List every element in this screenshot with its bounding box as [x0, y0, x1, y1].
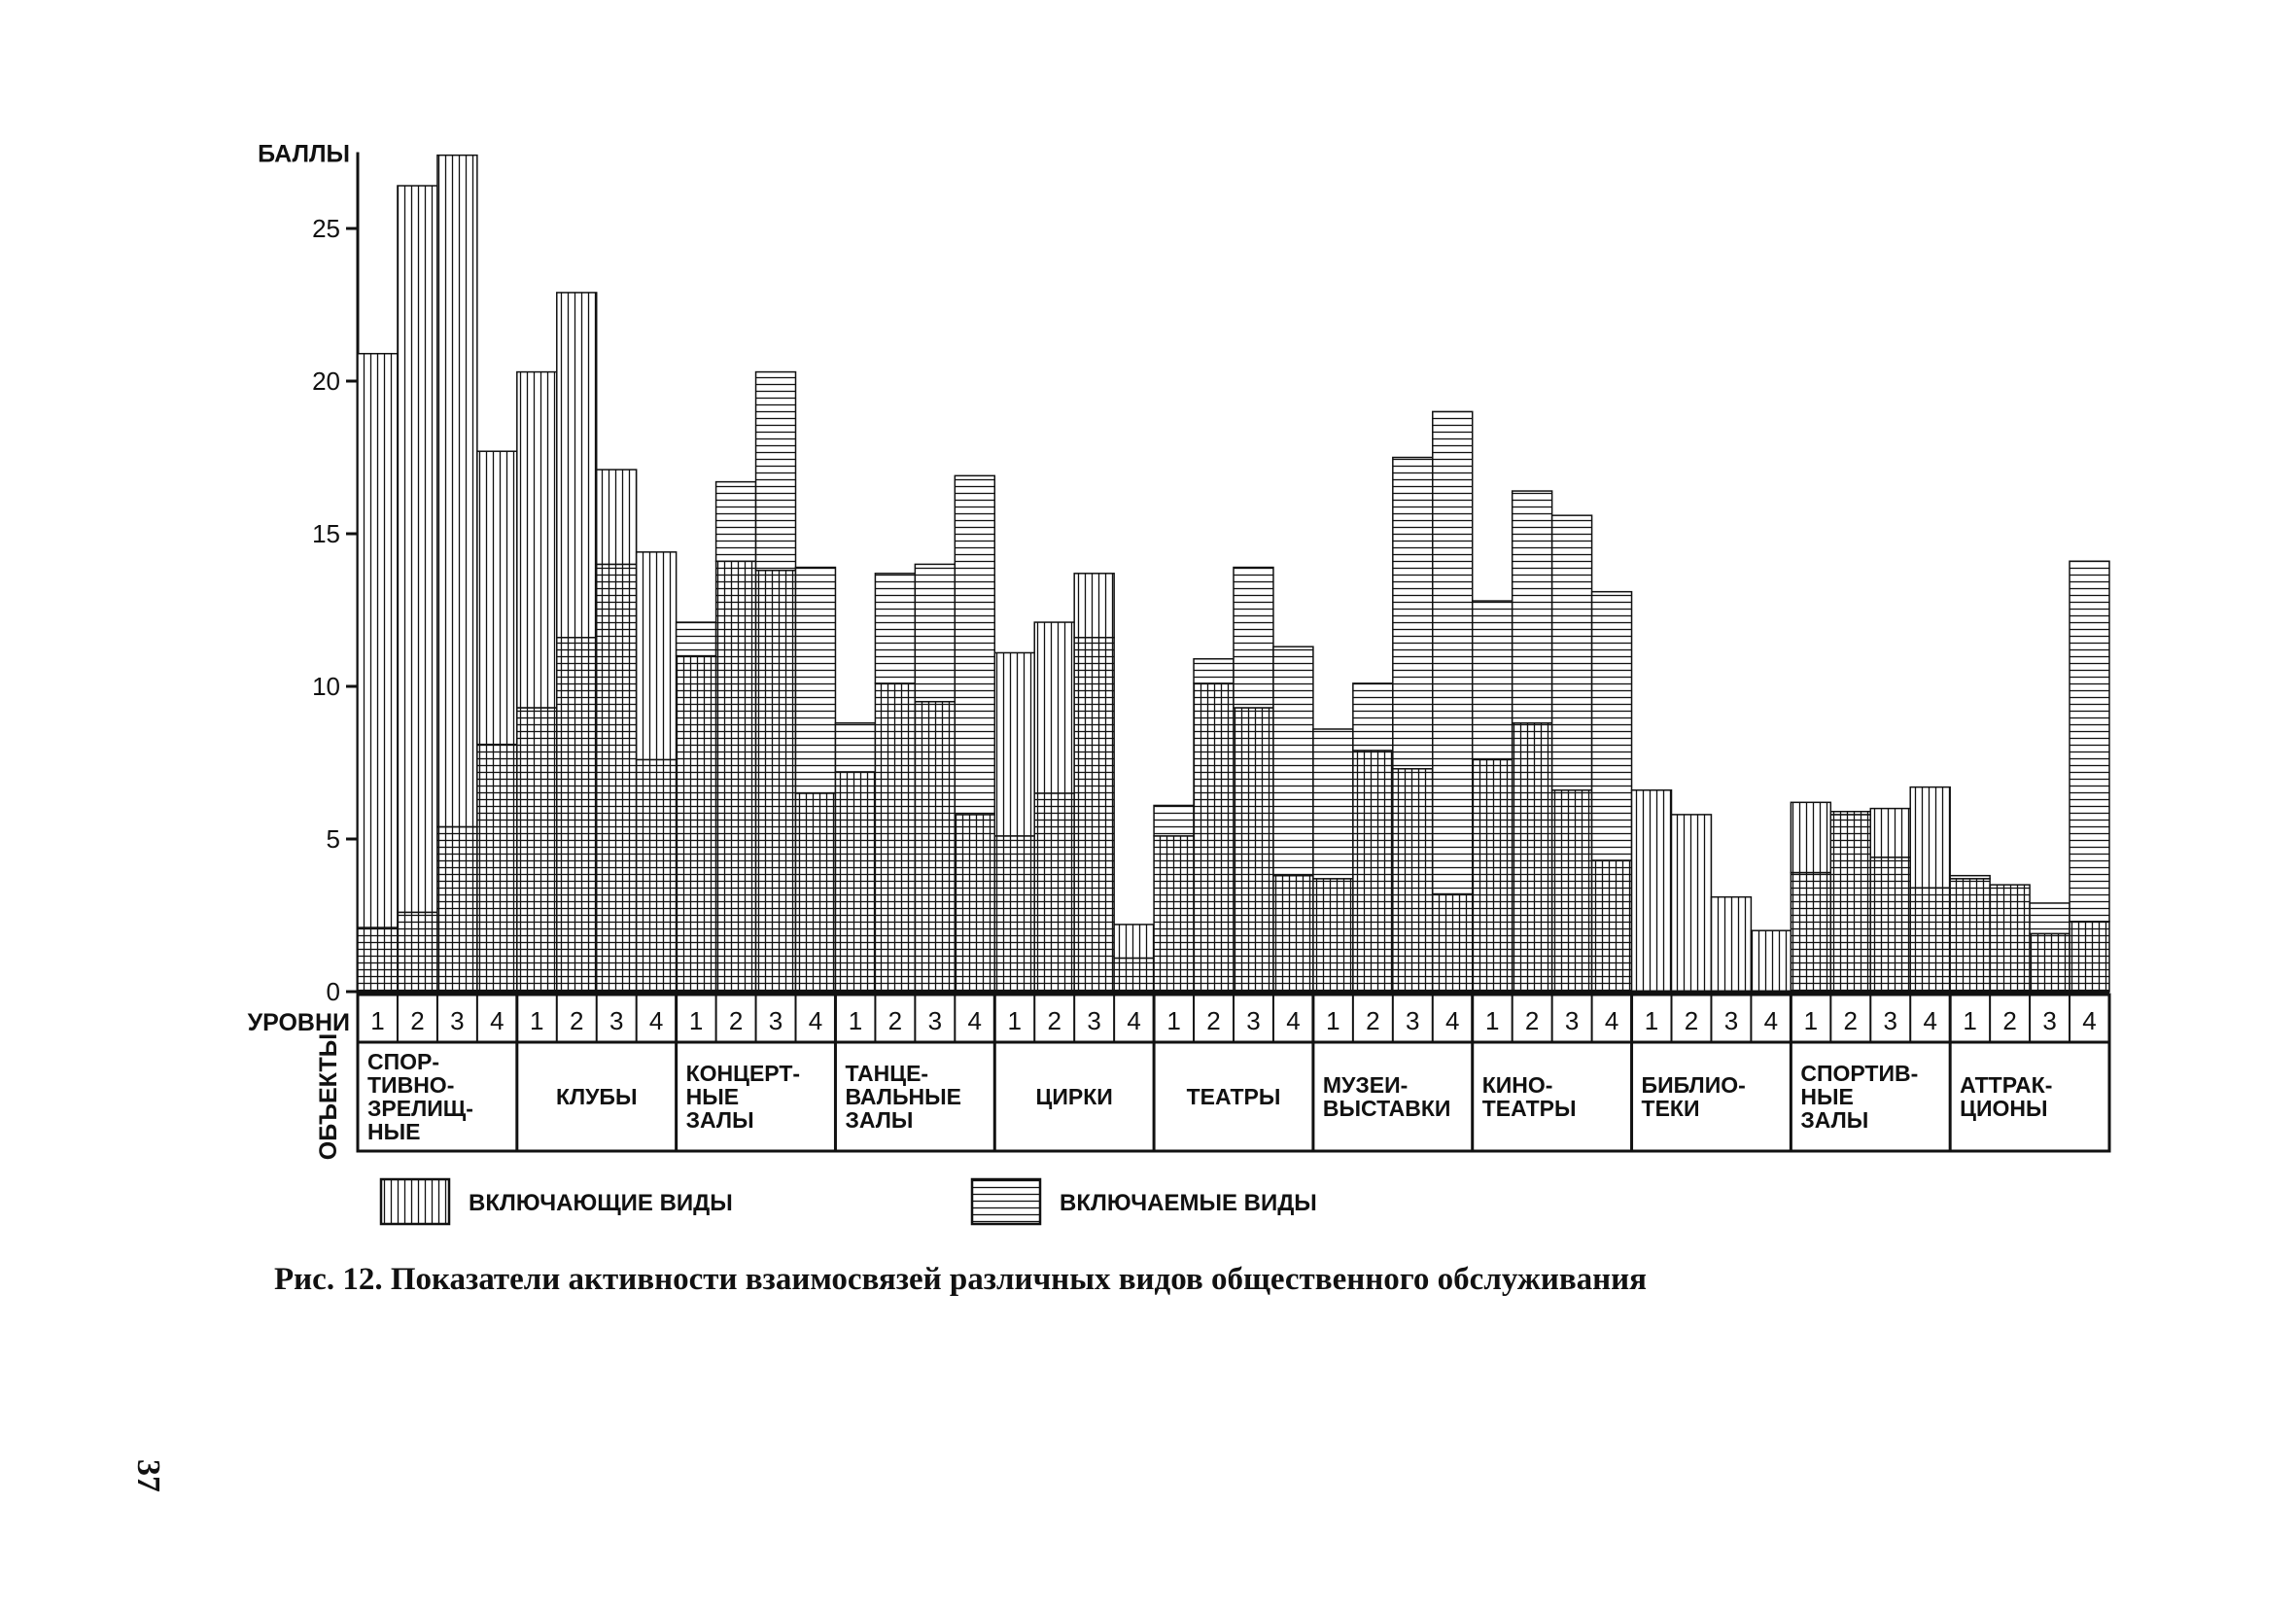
y-tick-label: 10	[312, 672, 340, 701]
bar-segment-upper	[1473, 601, 1513, 759]
bar-segment-upper	[796, 568, 836, 793]
legend	[381, 1179, 1317, 1224]
bar-segment-lower	[1552, 790, 1592, 992]
object-label: БИБЛИО-ТЕКИ	[1641, 1072, 1746, 1121]
bar-segment-upper	[557, 293, 597, 638]
legend-swatch	[972, 1179, 1040, 1224]
bar-segment-upper	[994, 652, 1034, 835]
bar-segment-upper	[1074, 574, 1114, 638]
level-label: 3	[1406, 1006, 1420, 1035]
level-label: 4	[967, 1006, 983, 1035]
bar-segment-lower	[1234, 708, 1273, 992]
level-label: 2	[1843, 1006, 1859, 1035]
bar-segment-upper	[1034, 622, 1074, 793]
object-label: СПОР-ТИВНО-ЗРЕЛИЩ-НЫЕ	[367, 1049, 473, 1144]
bar-segment-upper	[835, 723, 875, 772]
object-label: МУЗЕИ-ВЫСТАВКИ	[1322, 1072, 1451, 1121]
legend-label: ВКЛЮЧАЮЩИЕ ВИДЫ	[469, 1190, 733, 1216]
level-label: 1	[1963, 1006, 1977, 1035]
bar-segment-lower	[1273, 876, 1313, 992]
bar-segment-lower	[716, 561, 756, 992]
bar-segment-lower	[597, 564, 637, 992]
bar-segment-upper	[1950, 876, 1990, 879]
bar-segment-upper	[358, 354, 398, 927]
bar-segment-lower	[1910, 888, 1950, 992]
bar-segment-lower	[358, 927, 398, 992]
bar-segment-lower	[1791, 873, 1830, 992]
bar-segment-lower	[915, 702, 955, 992]
bar-segment-lower	[994, 836, 1034, 992]
level-label: 2	[570, 1006, 584, 1035]
level-label: 3	[1883, 1006, 1897, 1035]
figure-caption: Рис. 12. Показатели активности взаимосвязей различных видов общественного обслуживания	[274, 1262, 1648, 1297]
bar-segment-upper	[1433, 411, 1473, 893]
bar-segment-lower	[1313, 879, 1353, 992]
bar-segment-lower	[1592, 860, 1632, 992]
legend-label: ВКЛЮЧАЕМЫЕ ВИДЫ	[1060, 1190, 1317, 1216]
level-label: 3	[609, 1006, 624, 1035]
level-label: 4	[1445, 1006, 1460, 1035]
level-label: 1	[1803, 1006, 1819, 1035]
level-label: 3	[1723, 1006, 1739, 1035]
level-label: 1	[688, 1006, 704, 1035]
bar-segment-upper	[1751, 930, 1791, 992]
bar-segment-lower	[1154, 836, 1194, 992]
level-label: 2	[1524, 1006, 1540, 1035]
bar-segment-upper	[1672, 815, 1712, 992]
bar-segment-upper	[915, 564, 955, 701]
level-label: 2	[1206, 1006, 1221, 1035]
bar-segment-lower	[1870, 857, 1910, 992]
bar-segment-lower	[1353, 751, 1393, 992]
level-label: 4	[2082, 1006, 2097, 1035]
bar-segment-upper	[1552, 515, 1592, 790]
bar-segment-upper	[756, 372, 796, 571]
level-label: 2	[1366, 1006, 1380, 1035]
object-label: СПОРТИВ-НЫЕ ЗАЛЫ	[1800, 1061, 1919, 1133]
bar-segment-upper	[1791, 802, 1830, 872]
object-label: ЦИРКИ	[1035, 1084, 1113, 1109]
level-label: 4	[648, 1006, 664, 1035]
level-label: 2	[2002, 1006, 2017, 1035]
level-label: 3	[1564, 1006, 1580, 1035]
bar-segment-lower	[477, 745, 517, 992]
level-label: 3	[1246, 1006, 1261, 1035]
bar-segment-lower	[637, 759, 677, 992]
bars-group	[358, 156, 2109, 992]
bar-segment-upper	[1313, 729, 1353, 879]
y-tick-label: 5	[326, 824, 340, 854]
bar-segment-upper	[677, 622, 716, 656]
level-label: 1	[1166, 1006, 1181, 1035]
level-label: 4	[1127, 1006, 1141, 1035]
bar-segment-lower	[756, 571, 796, 992]
bar-segment-upper	[398, 186, 437, 912]
bar-segment-upper	[437, 156, 477, 827]
bar-segment-lower	[1830, 815, 1870, 992]
bar-segment-lower	[677, 656, 716, 992]
y-tick-label: 0	[326, 977, 340, 1006]
bar-segment-upper	[597, 470, 637, 564]
level-label: 4	[1286, 1006, 1301, 1035]
bar-segment-upper	[1273, 647, 1313, 876]
level-label: 4	[1923, 1006, 1937, 1035]
level-label: 1	[1326, 1006, 1340, 1035]
bar-segment-lower	[875, 683, 915, 992]
legend-swatch	[381, 1179, 449, 1224]
bar-segment-lower	[517, 708, 557, 992]
bar-segment-upper	[1910, 787, 1950, 889]
object-label: КИНО-ТЕАТРЫ	[1481, 1072, 1577, 1121]
level-label: 4	[490, 1006, 504, 1035]
level-label: 2	[410, 1006, 425, 1035]
level-label: 3	[1087, 1006, 1101, 1035]
level-label: 2	[728, 1006, 744, 1035]
bar-segment-upper	[2030, 903, 2070, 933]
bar-segment-lower	[1473, 759, 1513, 992]
level-label: 1	[1484, 1006, 1500, 1035]
y-tick-label: 20	[312, 367, 340, 396]
bar-segment-lower	[437, 826, 477, 992]
bar-segment-lower	[1990, 885, 2030, 992]
levels-title: УРОВНИ	[247, 1009, 350, 1036]
bar-segment-lower	[1513, 723, 1552, 992]
bar-segment-lower	[1393, 769, 1433, 992]
y-tick-label: 15	[312, 519, 340, 548]
bar-segment-upper	[1632, 790, 1672, 992]
level-label: 2	[1684, 1006, 1699, 1035]
bar-segment-upper	[1114, 925, 1154, 959]
y-axis	[258, 141, 358, 1046]
bar-segment-lower	[1114, 958, 1154, 992]
levels-row	[248, 995, 2109, 1042]
y-axis-title: БАЛЛЫ	[258, 140, 350, 168]
level-label: 1	[530, 1006, 544, 1035]
bar-segment-lower	[796, 793, 836, 992]
level-label: 1	[848, 1006, 863, 1035]
bar-segment-lower	[1034, 793, 1074, 992]
level-label: 1	[1644, 1006, 1659, 1035]
object-label: АТТРАК-ЦИОНЫ	[1960, 1072, 2053, 1121]
level-label: 4	[1604, 1006, 1619, 1035]
level-label: 4	[808, 1006, 823, 1035]
bar-segment-upper	[1154, 805, 1194, 835]
level-label: 1	[1007, 1006, 1022, 1035]
object-label: ТАНЦЕ-ВАЛЬНЫЕ ЗАЛЫ	[845, 1061, 961, 1133]
bar-segment-lower	[835, 772, 875, 992]
bar-segment-lower	[2030, 933, 2070, 992]
level-label: 1	[370, 1006, 385, 1035]
bar-segment-upper	[875, 574, 915, 683]
bar-segment-lower	[1950, 879, 1990, 992]
bar-segment-upper	[517, 372, 557, 708]
bar-segment-lower	[2070, 922, 2109, 992]
bar-segment-upper	[1592, 592, 1632, 860]
level-label: 2	[1047, 1006, 1061, 1035]
object-label: КОНЦЕРТ-НЫЕ ЗАЛЫ	[685, 1061, 801, 1133]
level-label: 3	[768, 1006, 783, 1035]
bar-segment-upper	[716, 482, 756, 562]
bar-segment-upper	[1393, 458, 1433, 769]
bar-segment-lower	[398, 912, 437, 992]
bar-segment-upper	[477, 451, 517, 744]
page-number: 37	[130, 1459, 166, 1492]
bar-segment-upper	[2070, 561, 2109, 922]
bar-segment-upper	[1234, 568, 1273, 708]
level-label: 3	[927, 1006, 943, 1035]
objects-title: ОБЪЕКТЫ	[315, 1032, 342, 1161]
bar-segment-upper	[1830, 812, 1870, 815]
level-label: 4	[1763, 1006, 1779, 1035]
bar-segment-lower	[1194, 683, 1234, 992]
bar-segment-upper	[1194, 659, 1234, 683]
level-label: 2	[887, 1006, 903, 1035]
level-label: 3	[450, 1006, 465, 1035]
objects-row	[315, 1033, 2109, 1161]
level-label: 3	[2042, 1006, 2057, 1035]
object-label: ТЕАТРЫ	[1186, 1084, 1281, 1109]
bar-segment-upper	[1513, 491, 1552, 723]
bar-segment-upper	[1711, 897, 1751, 992]
object-label: КЛУБЫ	[555, 1084, 638, 1109]
bar-segment-upper	[1353, 683, 1393, 751]
bar-segment-lower	[955, 815, 994, 992]
bar-segment-lower	[557, 638, 597, 992]
bar-segment-lower	[1074, 638, 1114, 992]
bar-segment-upper	[1870, 809, 1910, 857]
bar-segment-upper	[637, 552, 677, 760]
y-tick-label: 25	[312, 214, 340, 243]
bar-segment-lower	[1433, 894, 1473, 992]
bar-segment-upper	[955, 475, 994, 815]
